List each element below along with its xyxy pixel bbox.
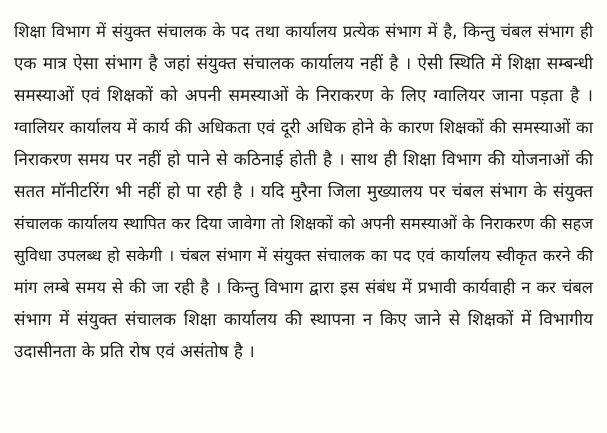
text-line-6: सतत मॉनीटरिंग भी नहीं हो पा रही है । यदि मुरैना जिला मुख्यालय पर चंबल संभाग के संयुक्त — [14, 182, 593, 202]
text-line-2: एक मात्र ऐसा संभाग है जहां संयुक्त संचालक कार्यालय नहीं है । ऐसी स्थिति में शिक्षा सम्बन्धी — [14, 54, 593, 74]
text-line-10: संभाग में संयुक्त संचालक शिक्षा कार्यालय की स्थापना न किए जाने से शिक्षकों में विभागीय — [14, 310, 593, 330]
text-line-1: शिक्षा विभाग में संयुक्त संचालक के पद तथा कार्यालय प्रत्येक संभाग में है, किन्तु चंबल संभाग ही — [14, 22, 593, 41]
text-line-3: समस्याओं एवं शिक्षकों को अपनी समस्याओं के निराकरण के लिए ग्वालियर जाना पड़ता है । — [14, 86, 593, 106]
text-line-5: निराकरण समय पर नहीं हो पाने से कठिनाई होती है । साथ ही शिक्षा विभाग की योजनाओं की — [14, 150, 593, 170]
text-line-11: उदासीनता के प्रति रोष एवं असंतोष है । — [14, 342, 255, 362]
text-line-7: संचालक कार्यालय स्थापित कर दिया जावेगा तो शिक्षकों को अपनी समस्याओं के निराकरण की सहज — [14, 214, 593, 233]
text-line-4: ग्वालियर कार्यालय में कार्य की अधिकता एवं दूरी अधिक होने के कारण शिक्षकों की समस्याओं का — [14, 118, 593, 137]
text-line-8: सुविधा उपलब्ध हो सकेगी । चंबल संभाग में संयुक्त संचालक का पद एवं कार्यालय स्वीकृत करने की — [14, 246, 593, 265]
text-line-9: मांग लम्बे समय से की जा रही है । किन्तु विभाग द्वारा इस संबंध में प्रभावी कार्यवाही न कर चंबल — [14, 278, 593, 297]
